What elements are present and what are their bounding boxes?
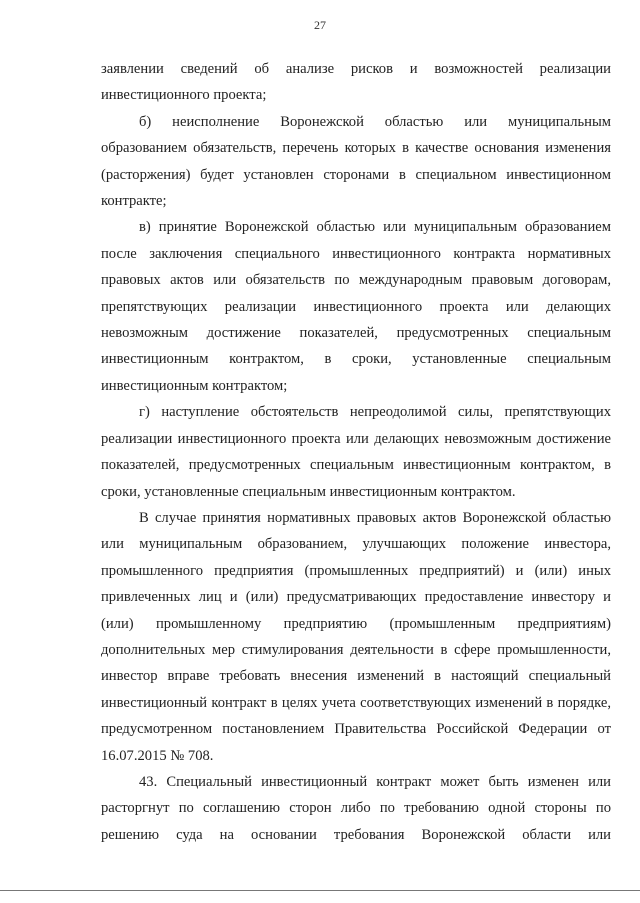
- paragraph-continuation: заявлении сведений об анализе рисков и возможностей реализации инвестиционного проекта;: [101, 61, 611, 104]
- paragraph-item-g: г) наступление обстоятельств непреодолимой силы, препятствующих реализации инвестиционного проекта или делающих невозможным достижение показателей, предусмотренных специальным инвестиционным контрактом, в сроки, установленные специальным инвестиционным контрактом.: [101, 404, 611, 500]
- paragraph-item-43: 43. Специальный инвестиционный контракт может быть изменен или расторгнут по соглашению сторон либо по требованию одной стороны по решению суда на основании требования Воронежской области или: [101, 773, 611, 843]
- paragraph-item-b: б) неисполнение Воронежской областью или муниципальным образованием обязательств, перечень которых в качестве основания изменения (расторжения) будет установлен сторонами в специальном инвестиционном контракте;: [101, 113, 611, 210]
- bottom-rule: [0, 890, 640, 891]
- document-body: [101, 56, 611, 848]
- paragraph-item-v: в) принятие Воронежской областью или муниципальным образованием после заключения специального инвестиционного контракта нормативных правовых актов или обязательств по международным правовым договорам, препятствующих реализации инвестиционного проекта или делающих невозможным достижение показателей, предусмотренных специальным инвестиционным контрактом, в сроки, установленные специальным инвестиционным контрактом;: [101, 219, 611, 394]
- page-number: 27: [314, 18, 326, 32]
- paragraph-normative-acts: В случае принятия нормативных правовых актов Воронежской областью или муниципальным образованием, улучшающих положение инвестора, промышленного предприятия (промышленных предприятий) и (или) иных привлеченных лиц и (или) предусматривающих предоставление инвестору и (или) промышленному предприятию (промышленным предприятиям) дополнительных мер стимулирования деятельности в сфере промышленности, инвестор вправе требовать внесения изменений в настоящий специальный инвестиционный контракт в целях учета соответствующих изменений в порядке, предусмотренном постановлением Правительства Российской Федерации от 16.07.2015 № 708.: [101, 509, 611, 764]
